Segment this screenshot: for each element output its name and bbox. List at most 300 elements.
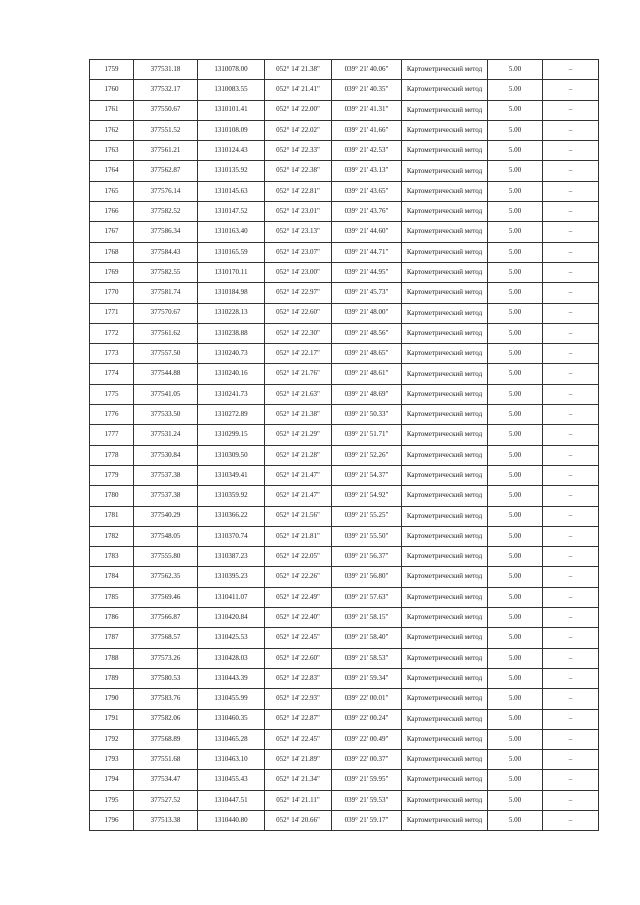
cell-latitude: 052° 14' 22.45" [265,628,332,648]
table-row [90,60,599,80]
cell-longitude: 039° 21' 40.06" [332,60,402,80]
cell-point-number: 1762 [90,120,134,140]
cell-accuracy: 5.00 [488,120,543,140]
cell-note: – [543,303,599,323]
cell-note: – [543,141,599,161]
cell-x-coordinate: 377583.76 [134,689,198,709]
cell-method: Картометрический метод [402,120,488,140]
cell-method: Картометрический метод [402,202,488,222]
cell-method: Картометрический метод [402,364,488,384]
cell-point-number: 1791 [90,709,134,729]
cell-longitude: 039° 21' 48.65" [332,344,402,364]
cell-y-coordinate: 1310240.73 [198,344,265,364]
cell-accuracy: 5.00 [488,547,543,567]
cell-longitude: 039° 21' 55.50" [332,526,402,546]
cell-accuracy: 5.00 [488,161,543,181]
cell-accuracy: 5.00 [488,486,543,506]
cell-note: – [543,810,599,830]
table-row [90,80,599,100]
cell-longitude: 039° 21' 43.13" [332,161,402,181]
cell-longitude: 039° 21' 45.73" [332,283,402,303]
cell-note: – [543,242,599,262]
cell-point-number: 1778 [90,445,134,465]
cell-point-number: 1782 [90,526,134,546]
cell-accuracy: 5.00 [488,80,543,100]
cell-note: – [543,80,599,100]
cell-method: Картометрический метод [402,668,488,688]
cell-accuracy: 5.00 [488,323,543,343]
cell-latitude: 052° 14' 21.76" [265,364,332,384]
cell-point-number: 1779 [90,465,134,485]
cell-point-number: 1793 [90,750,134,770]
cell-accuracy: 5.00 [488,790,543,810]
cell-y-coordinate: 1310135.92 [198,161,265,181]
cell-note: – [543,364,599,384]
cell-point-number: 1783 [90,547,134,567]
cell-accuracy: 5.00 [488,100,543,120]
cell-note: – [543,344,599,364]
table-row [90,526,599,546]
cell-note: – [543,161,599,181]
cell-x-coordinate: 377569.46 [134,587,198,607]
cell-y-coordinate: 1310240.16 [198,364,265,384]
table-row [90,242,599,262]
cell-y-coordinate: 1310349.41 [198,465,265,485]
cell-method: Картометрический метод [402,323,488,343]
cell-latitude: 052° 14' 21.41" [265,80,332,100]
cell-latitude: 052° 14' 21.29" [265,425,332,445]
cell-method: Картометрический метод [402,60,488,80]
cell-point-number: 1790 [90,689,134,709]
cell-accuracy: 5.00 [488,384,543,404]
cell-x-coordinate: 377550.67 [134,100,198,120]
cell-point-number: 1772 [90,323,134,343]
cell-note: – [543,587,599,607]
cell-y-coordinate: 1310443.39 [198,668,265,688]
cell-latitude: 052° 14' 21.28" [265,445,332,465]
table-row [90,202,599,222]
cell-x-coordinate: 377532.17 [134,80,198,100]
cell-y-coordinate: 1310184.98 [198,283,265,303]
table-row [90,384,599,404]
cell-method: Картометрический метод [402,486,488,506]
cell-x-coordinate: 377533.50 [134,405,198,425]
cell-latitude: 052° 14' 23.00" [265,262,332,282]
cell-latitude: 052° 14' 21.34" [265,770,332,790]
cell-y-coordinate: 1310366.22 [198,506,265,526]
cell-latitude: 052° 14' 22.17" [265,344,332,364]
cell-latitude: 052° 14' 22.60" [265,303,332,323]
table-row [90,303,599,323]
cell-point-number: 1787 [90,628,134,648]
table-row [90,364,599,384]
cell-method: Картометрический метод [402,526,488,546]
cell-point-number: 1795 [90,790,134,810]
cell-y-coordinate: 1310395.23 [198,567,265,587]
cell-method: Картометрический метод [402,262,488,282]
cell-method: Картометрический метод [402,161,488,181]
cell-y-coordinate: 1310440.80 [198,810,265,830]
cell-point-number: 1777 [90,425,134,445]
cell-latitude: 052° 14' 22.00" [265,100,332,120]
cell-note: – [543,668,599,688]
cell-method: Картометрический метод [402,181,488,201]
cell-x-coordinate: 377555.80 [134,547,198,567]
cell-latitude: 052° 14' 22.93" [265,689,332,709]
cell-point-number: 1784 [90,567,134,587]
cell-point-number: 1773 [90,344,134,364]
cell-method: Картометрический метод [402,141,488,161]
table-row [90,810,599,830]
cell-longitude: 039° 21' 56.37" [332,547,402,567]
cell-note: – [543,405,599,425]
cell-method: Картометрический метод [402,100,488,120]
cell-latitude: 052° 14' 21.56" [265,506,332,526]
cell-latitude: 052° 14' 21.38" [265,60,332,80]
cell-longitude: 039° 21' 58.53" [332,648,402,668]
cell-latitude: 052° 14' 23.13" [265,222,332,242]
cell-x-coordinate: 377548.05 [134,526,198,546]
cell-note: – [543,608,599,628]
cell-accuracy: 5.00 [488,465,543,485]
cell-note: – [543,628,599,648]
table-row [90,262,599,282]
cell-point-number: 1769 [90,262,134,282]
cell-method: Картометрический метод [402,608,488,628]
cell-latitude: 052° 14' 21.63" [265,384,332,404]
cell-longitude: 039° 22' 00.37" [332,750,402,770]
cell-latitude: 052° 14' 23.07" [265,242,332,262]
table-row [90,770,599,790]
cell-x-coordinate: 377534.47 [134,770,198,790]
cell-x-coordinate: 377537.38 [134,465,198,485]
cell-point-number: 1761 [90,100,134,120]
cell-method: Картометрический метод [402,384,488,404]
cell-x-coordinate: 377531.18 [134,60,198,80]
cell-point-number: 1789 [90,668,134,688]
cell-accuracy: 5.00 [488,648,543,668]
cell-method: Картометрический метод [402,709,488,729]
cell-point-number: 1763 [90,141,134,161]
cell-accuracy: 5.00 [488,405,543,425]
cell-note: – [543,526,599,546]
cell-point-number: 1781 [90,506,134,526]
cell-longitude: 039° 21' 57.63" [332,587,402,607]
cell-latitude: 052° 14' 22.38" [265,161,332,181]
table-row [90,668,599,688]
cell-point-number: 1776 [90,405,134,425]
cell-note: – [543,202,599,222]
table-row [90,648,599,668]
cell-latitude: 052° 14' 21.81" [265,526,332,546]
cell-latitude: 052° 14' 22.60" [265,648,332,668]
cell-y-coordinate: 1310309.50 [198,445,265,465]
cell-note: – [543,729,599,749]
cell-x-coordinate: 377586.34 [134,222,198,242]
cell-accuracy: 5.00 [488,689,543,709]
cell-longitude: 039° 21' 56.80" [332,567,402,587]
cell-x-coordinate: 377568.57 [134,628,198,648]
cell-latitude: 052° 14' 22.97" [265,283,332,303]
cell-method: Картометрический метод [402,283,488,303]
cell-y-coordinate: 1310463.10 [198,750,265,770]
cell-longitude: 039° 21' 48.00" [332,303,402,323]
cell-accuracy: 5.00 [488,364,543,384]
cell-method: Картометрический метод [402,222,488,242]
cell-x-coordinate: 377568.89 [134,729,198,749]
cell-accuracy: 5.00 [488,770,543,790]
cell-point-number: 1785 [90,587,134,607]
cell-accuracy: 5.00 [488,303,543,323]
cell-x-coordinate: 377570.67 [134,303,198,323]
cell-accuracy: 5.00 [488,526,543,546]
cell-x-coordinate: 377561.21 [134,141,198,161]
cell-longitude: 039° 21' 42.53" [332,141,402,161]
cell-method: Картометрический метод [402,80,488,100]
cell-x-coordinate: 377566.87 [134,608,198,628]
cell-accuracy: 5.00 [488,262,543,282]
cell-note: – [543,567,599,587]
cell-latitude: 052° 14' 21.38" [265,405,332,425]
cell-point-number: 1794 [90,770,134,790]
cell-point-number: 1759 [90,60,134,80]
cell-x-coordinate: 377562.87 [134,161,198,181]
cell-y-coordinate: 1310238.88 [198,323,265,343]
cell-longitude: 039° 22' 00.49" [332,729,402,749]
cell-x-coordinate: 377551.68 [134,750,198,770]
cell-y-coordinate: 1310460.35 [198,709,265,729]
cell-method: Картометрический метод [402,810,488,830]
cell-note: – [543,222,599,242]
cell-point-number: 1786 [90,608,134,628]
cell-longitude: 039° 21' 58.40" [332,628,402,648]
cell-x-coordinate: 377557.50 [134,344,198,364]
cell-x-coordinate: 377581.74 [134,283,198,303]
cell-longitude: 039° 21' 44.95" [332,262,402,282]
table-row [90,141,599,161]
cell-y-coordinate: 1310370.74 [198,526,265,546]
cell-y-coordinate: 1310108.09 [198,120,265,140]
cell-x-coordinate: 377573.26 [134,648,198,668]
cell-x-coordinate: 377562.35 [134,567,198,587]
cell-latitude: 052° 14' 22.40" [265,608,332,628]
cell-longitude: 039° 21' 40.35" [332,80,402,100]
cell-longitude: 039° 21' 44.60" [332,222,402,242]
coordinates-table-body [90,60,599,831]
cell-note: – [543,790,599,810]
cell-latitude: 052° 14' 23.01" [265,202,332,222]
cell-longitude: 039° 22' 00.01" [332,689,402,709]
table-row [90,222,599,242]
cell-accuracy: 5.00 [488,445,543,465]
cell-method: Картометрический метод [402,628,488,648]
cell-y-coordinate: 1310420.84 [198,608,265,628]
cell-latitude: 052° 14' 21.47" [265,486,332,506]
cell-accuracy: 5.00 [488,587,543,607]
cell-point-number: 1775 [90,384,134,404]
cell-y-coordinate: 1310101.41 [198,100,265,120]
cell-accuracy: 5.00 [488,283,543,303]
cell-x-coordinate: 377530.84 [134,445,198,465]
cell-x-coordinate: 377544.88 [134,364,198,384]
cell-y-coordinate: 1310272.89 [198,405,265,425]
cell-latitude: 052° 14' 21.11" [265,790,332,810]
cell-accuracy: 5.00 [488,729,543,749]
cell-accuracy: 5.00 [488,567,543,587]
cell-x-coordinate: 377513.38 [134,810,198,830]
cell-latitude: 052° 14' 20.66" [265,810,332,830]
cell-latitude: 052° 14' 22.87" [265,709,332,729]
table-row [90,283,599,303]
table-row [90,181,599,201]
table-row [90,709,599,729]
cell-note: – [543,750,599,770]
cell-x-coordinate: 377551.52 [134,120,198,140]
cell-longitude: 039° 21' 54.37" [332,465,402,485]
cell-longitude: 039° 21' 59.34" [332,668,402,688]
cell-longitude: 039° 21' 41.31" [332,100,402,120]
table-row [90,465,599,485]
cell-y-coordinate: 1310428.03 [198,648,265,668]
table-row [90,608,599,628]
cell-accuracy: 5.00 [488,506,543,526]
cell-accuracy: 5.00 [488,608,543,628]
cell-point-number: 1796 [90,810,134,830]
cell-longitude: 039° 22' 00.24" [332,709,402,729]
cell-note: – [543,283,599,303]
cell-point-number: 1765 [90,181,134,201]
table-row [90,445,599,465]
cell-y-coordinate: 1310455.43 [198,770,265,790]
cell-x-coordinate: 377580.53 [134,668,198,688]
cell-longitude: 039° 21' 54.92" [332,486,402,506]
cell-point-number: 1770 [90,283,134,303]
table-row [90,161,599,181]
cell-point-number: 1764 [90,161,134,181]
cell-note: – [543,547,599,567]
table-row [90,486,599,506]
cell-method: Картометрический метод [402,567,488,587]
cell-note: – [543,262,599,282]
cell-point-number: 1767 [90,222,134,242]
cell-y-coordinate: 1310170.11 [198,262,265,282]
cell-longitude: 039° 21' 48.61" [332,364,402,384]
table-row [90,120,599,140]
cell-latitude: 052° 14' 22.33" [265,141,332,161]
table-row [90,689,599,709]
cell-y-coordinate: 1310163.40 [198,222,265,242]
cell-x-coordinate: 377576.14 [134,181,198,201]
cell-note: – [543,486,599,506]
cell-method: Картометрический метод [402,465,488,485]
cell-note: – [543,506,599,526]
cell-method: Картометрический метод [402,770,488,790]
table-row [90,100,599,120]
cell-accuracy: 5.00 [488,141,543,161]
cell-point-number: 1760 [90,80,134,100]
cell-method: Картометрический метод [402,303,488,323]
cell-y-coordinate: 1310165.59 [198,242,265,262]
cell-longitude: 039° 21' 50.33" [332,405,402,425]
cell-y-coordinate: 1310455.99 [198,689,265,709]
table-row [90,628,599,648]
cell-note: – [543,709,599,729]
cell-x-coordinate: 377584.43 [134,242,198,262]
table-row [90,506,599,526]
cell-y-coordinate: 1310241.73 [198,384,265,404]
cell-accuracy: 5.00 [488,750,543,770]
cell-longitude: 039° 21' 43.65" [332,181,402,201]
cell-point-number: 1792 [90,729,134,749]
table-row [90,405,599,425]
cell-note: – [543,323,599,343]
cell-note: – [543,770,599,790]
cell-accuracy: 5.00 [488,628,543,648]
cell-longitude: 039° 21' 48.69" [332,384,402,404]
cell-accuracy: 5.00 [488,222,543,242]
cell-accuracy: 5.00 [488,709,543,729]
cell-accuracy: 5.00 [488,425,543,445]
cell-accuracy: 5.00 [488,344,543,364]
cell-method: Картометрический метод [402,729,488,749]
cell-longitude: 039° 21' 51.71" [332,425,402,445]
cell-x-coordinate: 377540.29 [134,506,198,526]
cell-y-coordinate: 1310078.00 [198,60,265,80]
cell-x-coordinate: 377582.55 [134,262,198,282]
cell-x-coordinate: 377582.06 [134,709,198,729]
cell-note: – [543,465,599,485]
cell-latitude: 052° 14' 21.47" [265,465,332,485]
cell-point-number: 1774 [90,364,134,384]
cell-note: – [543,384,599,404]
table-row [90,323,599,343]
cell-method: Картометрический метод [402,445,488,465]
cell-x-coordinate: 377541.05 [134,384,198,404]
table-row [90,729,599,749]
cell-method: Картометрический метод [402,648,488,668]
cell-latitude: 052° 14' 21.89" [265,750,332,770]
cell-note: – [543,445,599,465]
cell-y-coordinate: 1310145.63 [198,181,265,201]
cell-latitude: 052° 14' 22.49" [265,587,332,607]
table-row [90,567,599,587]
cell-accuracy: 5.00 [488,242,543,262]
cell-x-coordinate: 377582.52 [134,202,198,222]
cell-y-coordinate: 1310411.07 [198,587,265,607]
cell-method: Картометрический метод [402,405,488,425]
cell-latitude: 052° 14' 22.83" [265,668,332,688]
cell-point-number: 1788 [90,648,134,668]
cell-y-coordinate: 1310465.28 [198,729,265,749]
cell-y-coordinate: 1310228.13 [198,303,265,323]
cell-accuracy: 5.00 [488,810,543,830]
table-row [90,547,599,567]
cell-longitude: 039° 21' 44.71" [332,242,402,262]
cell-point-number: 1771 [90,303,134,323]
cell-latitude: 052° 14' 22.05" [265,547,332,567]
cell-accuracy: 5.00 [488,181,543,201]
cell-note: – [543,425,599,445]
cell-longitude: 039° 21' 52.26" [332,445,402,465]
cell-longitude: 039° 21' 55.25" [332,506,402,526]
table-row [90,425,599,445]
cell-latitude: 052° 14' 22.45" [265,729,332,749]
table-row [90,587,599,607]
cell-method: Картометрический метод [402,790,488,810]
cell-latitude: 052° 14' 22.30" [265,323,332,343]
cell-longitude: 039° 21' 59.17" [332,810,402,830]
cell-latitude: 052° 14' 22.02" [265,120,332,140]
